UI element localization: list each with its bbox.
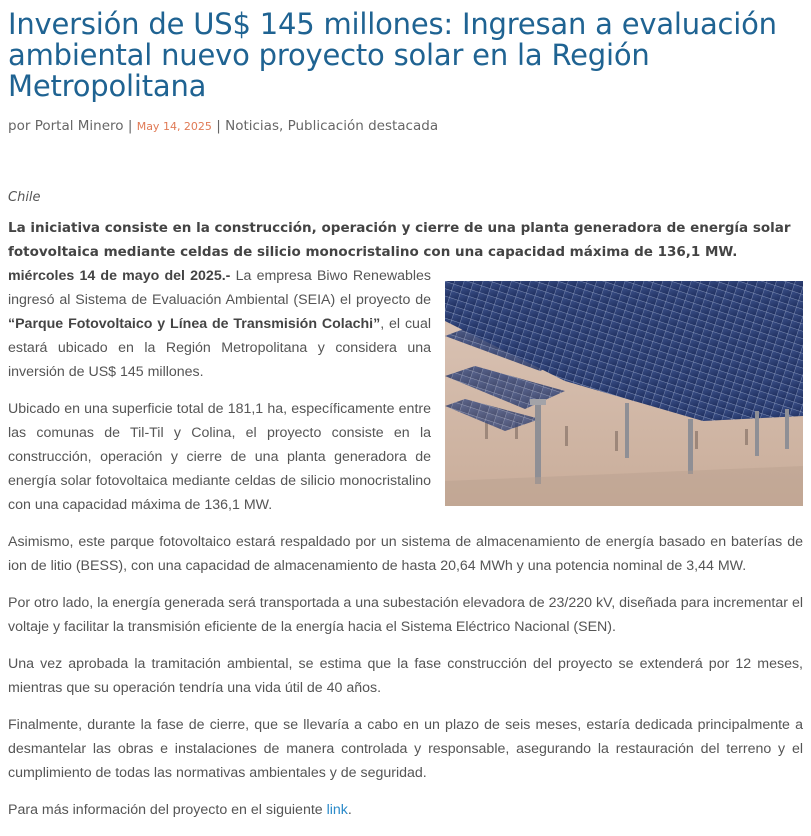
paragraph-transmission: Por otro lado, la energía generada será transportada a una subestación elevadora de 23/220 kV, diseñada para incrementar el voltaje y facilitar la transmisión eficiente de la energía hacia el Sistema Eléctrico Nacional (SEN). bbox=[8, 595, 803, 635]
meta-separator: | bbox=[216, 118, 221, 134]
author-link[interactable]: Portal Minero bbox=[34, 118, 124, 134]
article-body bbox=[8, 264, 803, 822]
category-link-noticias[interactable]: Noticias bbox=[225, 118, 279, 134]
solar-farm-photo bbox=[445, 281, 803, 506]
post-meta bbox=[8, 116, 803, 136]
meta-separator: | bbox=[127, 118, 133, 134]
dateline: miércoles 14 de mayo del 2025.- bbox=[8, 268, 231, 284]
country-label: Chile bbox=[8, 190, 41, 205]
article-title: Inversión de US$ 145 millones: Ingresan a evaluación ambiental nuevo proyecto solar en la Región Metropolitana bbox=[8, 7, 777, 103]
more-info-end: . bbox=[347, 802, 352, 818]
category-link-destacada[interactable]: Publicación destacada bbox=[287, 118, 439, 134]
paragraph-location: Ubicado en una superficie total de 181,1 ha, específicamente entre las comunas de Til-Til y Colina, el proyecto consiste en la construcción, operación y cierre de una planta generadora de energía solar fotovoltaica mediante celdas de silicio monocristalino con una capacidad máxima de 136,1 MW. bbox=[8, 401, 431, 513]
project-name: “Parque Fotovoltaico y Línea de Transmisión Colachi” bbox=[8, 316, 381, 332]
intro-text-a: La empresa Biwo Renewables ingresó al Sistema de Evaluación Ambiental (SEIA) el proyecto de bbox=[8, 268, 432, 308]
intro-text-b: , el cual estará ubicado en la Región Metropolitana y considera una inversión de US$ 145 millones. bbox=[8, 316, 431, 380]
article bbox=[8, 0, 803, 835]
post-date: May 14, 2025 bbox=[136, 120, 212, 133]
more-info-text: Para más información del proyecto en el siguiente bbox=[8, 802, 327, 818]
paragraph-more-info bbox=[8, 798, 803, 822]
category-separator: , bbox=[278, 118, 284, 134]
meta-by: por bbox=[8, 118, 31, 134]
project-link[interactable]: link bbox=[326, 802, 348, 818]
paragraph-closure: Finalmente, durante la fase de cierre, que se llevaría a cabo en un plazo de seis meses, estaría dedicada principalmente a desmantelar las obras e instalaciones de manera controlada y responsable, asegurando la restauración del terreno y el cumplimiento de todas las normativas ambientales y de seguridad. bbox=[8, 717, 803, 781]
paragraph-storage: Asimismo, este parque fotovoltaico estará respaldado por un sistema de almacenamiento de energía basado en baterías de ion de litio (BESS), con una capacidad de almacenamiento de hasta 20,64 MWh y una potencia nominal de 3,44 MW. bbox=[8, 534, 803, 574]
article-lead: La iniciativa consiste en la construcción, operación y cierre de una planta generadora de energía solar fotovoltaica mediante celdas de silicio monocristalino con una capacidad máxima de 136,1 MW. bbox=[8, 220, 791, 260]
paragraph-timeline: Una vez aprobada la tramitación ambiental, se estima que la fase construcción del proyecto se extenderá por 12 meses, mientras que su operación tendría una vida útil de 40 años. bbox=[8, 656, 803, 696]
